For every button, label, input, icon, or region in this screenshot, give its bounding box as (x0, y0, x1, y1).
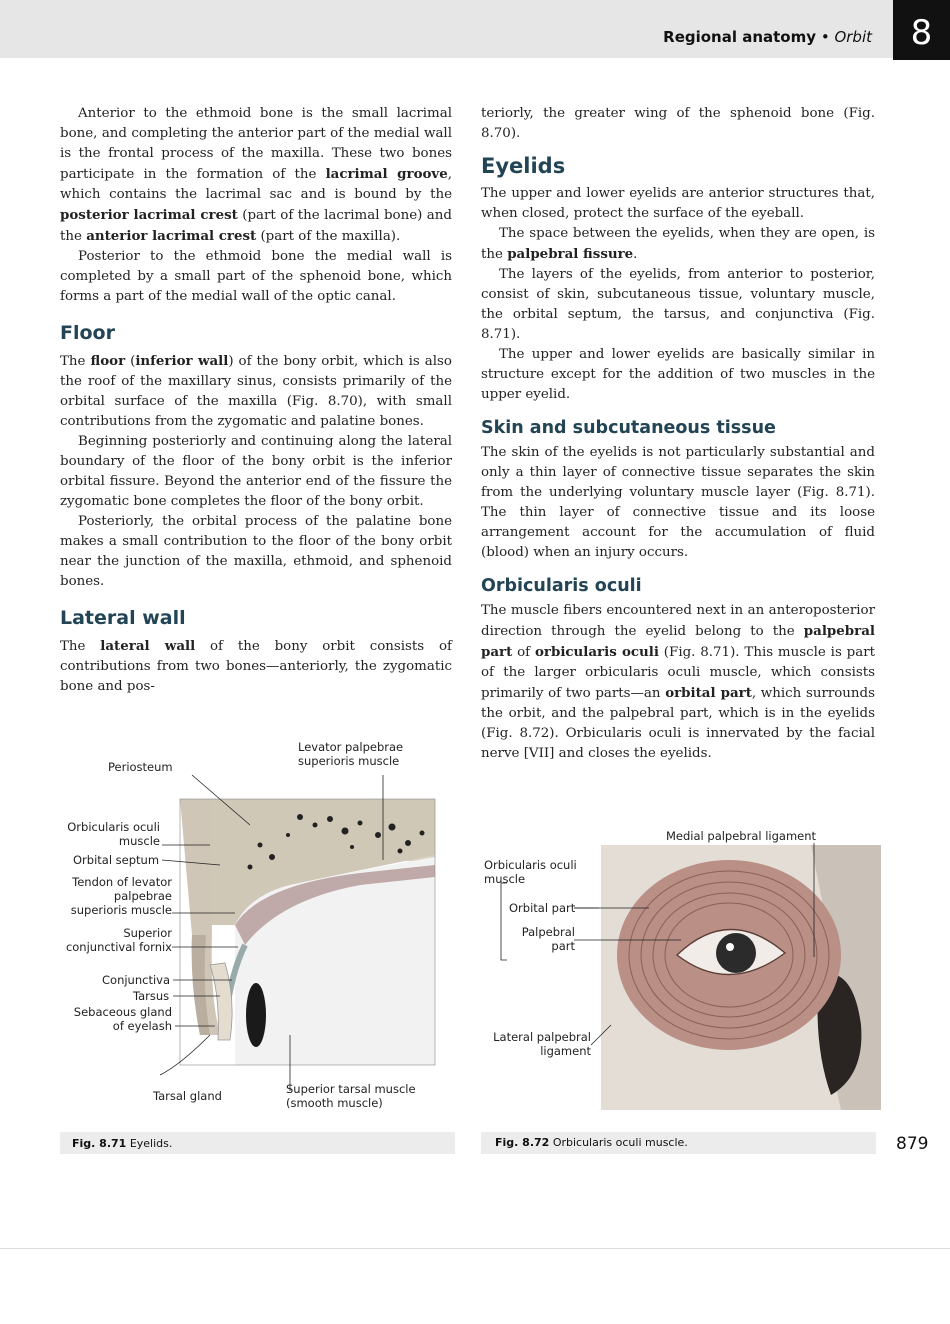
figure-8-72-orbicularis (481, 825, 881, 1115)
paragraph-upper-lower: The upper and lower eyelids are basically similar in structure except for the addition of two muscles in the upper eyelid. (481, 347, 875, 402)
figure-8-71-eyelids (60, 735, 460, 1125)
caption-fig-8-72: Fig. 8.72 Orbicularis oculi muscle. (495, 1136, 688, 1149)
paragraph-lateral-cont: teriorly, the greater wing of the sphenoid bone (Fig. 8.70). (481, 106, 875, 141)
running-head (663, 28, 872, 46)
paragraph-layers: The layers of the eyelids, from anterior to posterior, consist of skin, subcutaneous tissue, voluntary muscle, the orbital septum, the tarsus, and conjunctiva (Fig. 8.71). (481, 267, 875, 342)
paragraph-skin: The skin of the eyelids is not particularly substantial and only a thin layer of connective tissue separates the skin from the underlying voluntary muscle layer (Fig. 8.71). The thin layer of connective tissue and its loose arrangement account for the accumulation of fluid (blood) when an injury occurs. (481, 445, 875, 560)
right-text-column (481, 104, 875, 764)
label-levator-palpebrae: Levator palpebrae superioris muscle (298, 740, 404, 768)
paragraph-inferior-fissure: Beginning posteriorly and continuing along the lateral boundary of the floor of the bony orbit is the inferior orbital fissure. Beyond the anterior end of the fissure the zygomatic bone completes the floor of the bony orbit. (60, 434, 452, 509)
label-lateral-palpebral-ligament: Lateral palpebral ligament (493, 1030, 591, 1058)
paragraph-palatine: Posteriorly, the orbital process of the palatine bone makes a small contribution to the floor of the bony orbit near the junction of the maxilla, ethmoid, and sphenoid bones. (60, 514, 452, 589)
label-orbital-septum: Orbital septum (73, 853, 160, 867)
paragraph-lacrimal: Anterior to the ethmoid bone is the small lacrimal bone, and completing the anterior part of the medial wall is the frontal process of the maxilla. These two bones participate in the formation of the lacrimal groove, which contains the lacrimal sac and is bound by the posterior lacrimal crest (part of the lacrimal bone) and the anterior lacrimal crest (part of the maxilla). (60, 106, 452, 244)
heading-skin: Skin and subcutaneous tissue (481, 418, 776, 438)
paragraph-palpebral-fissure: The space between the eyelids, when they are open, is the palpebral fissure. (481, 226, 875, 262)
caption-fig-8-71: Fig. 8.71 Eyelids. (72, 1137, 173, 1150)
heading-eyelids: Eyelids (481, 154, 566, 178)
running-head-separator: • (820, 28, 830, 46)
label-medial-palpebral-ligament: Medial palpebral ligament (666, 829, 817, 843)
paragraph-floor: The floor (inferior wall) of the bony orbit, which is also the roof of the maxillary sinus, consists primarily of the orbital surface of the maxilla (Fig. 8.70), with small contributions from the zygomatic and palatine bones. (60, 353, 452, 429)
label-orbicularis-oculi: Orbicularis oculi muscle (67, 820, 160, 848)
running-head-section: Regional anatomy (663, 28, 817, 46)
left-text-column (60, 104, 452, 697)
label-tarsus: Tarsus (133, 989, 170, 1003)
page-number: 879 (896, 1134, 929, 1154)
chapter-number-tab: 8 (893, 0, 950, 60)
label-superior-tarsal-muscle: Superior tarsal muscle (smooth muscle) (286, 1082, 416, 1110)
heading-orbicularis: Orbicularis oculi (481, 576, 642, 596)
label-sebaceous-gland: Sebaceous gland of eyelash (73, 1005, 172, 1033)
heading-floor: Floor (60, 322, 115, 344)
paragraph-lateral-wall: The lateral wall of the bony orbit consists of contributions from two bones—anteriorly, the zygomatic bone and pos- (60, 638, 452, 694)
label-periosteum: Periosteum (108, 760, 173, 774)
label-orbital-part: Orbital part (509, 901, 576, 915)
paragraph-orbicularis: The muscle fibers encountered next in an anteroposterior direction through the eyelid belong to the palpebral part of orbicularis oculi (Fig. 8.71). This muscle is part of the larger orbicularis oculi muscle, which consists primarily of two parts—an orbital part, which surrounds the orbit, and the palpebral part, which is in the eyelids (Fig. 8.72). Orbicularis oculi is innervated by the facial nerve [VII] and closes the eyelids. (481, 603, 875, 761)
label-conjunctiva: Conjunctiva (102, 973, 171, 987)
label-orbicularis-oculi-muscle: Orbicularis oculi muscle (484, 858, 577, 886)
label-superior-conjunctival-fornix: Superior conjunctival fornix (65, 926, 172, 954)
running-head-subsection: Orbit (834, 28, 872, 46)
bottom-rule (0, 1248, 950, 1249)
heading-lateral-wall: Lateral wall (60, 607, 186, 629)
paragraph-eyelids-intro: The upper and lower eyelids are anterior structures that, when closed, protect the surface of the eyeball. (481, 186, 875, 221)
label-tarsal-gland: Tarsal gland (153, 1089, 222, 1103)
label-palpebral-part: Palpebral part (521, 925, 575, 953)
label-tendon-levator: Tendon of levator palpebrae superioris muscle (70, 875, 172, 917)
paragraph-sphenoid-medial: Posterior to the ethmoid bone the medial wall is completed by a small part of the sphenoid bone, which forms a part of the medial wall of the optic canal. (60, 249, 452, 304)
